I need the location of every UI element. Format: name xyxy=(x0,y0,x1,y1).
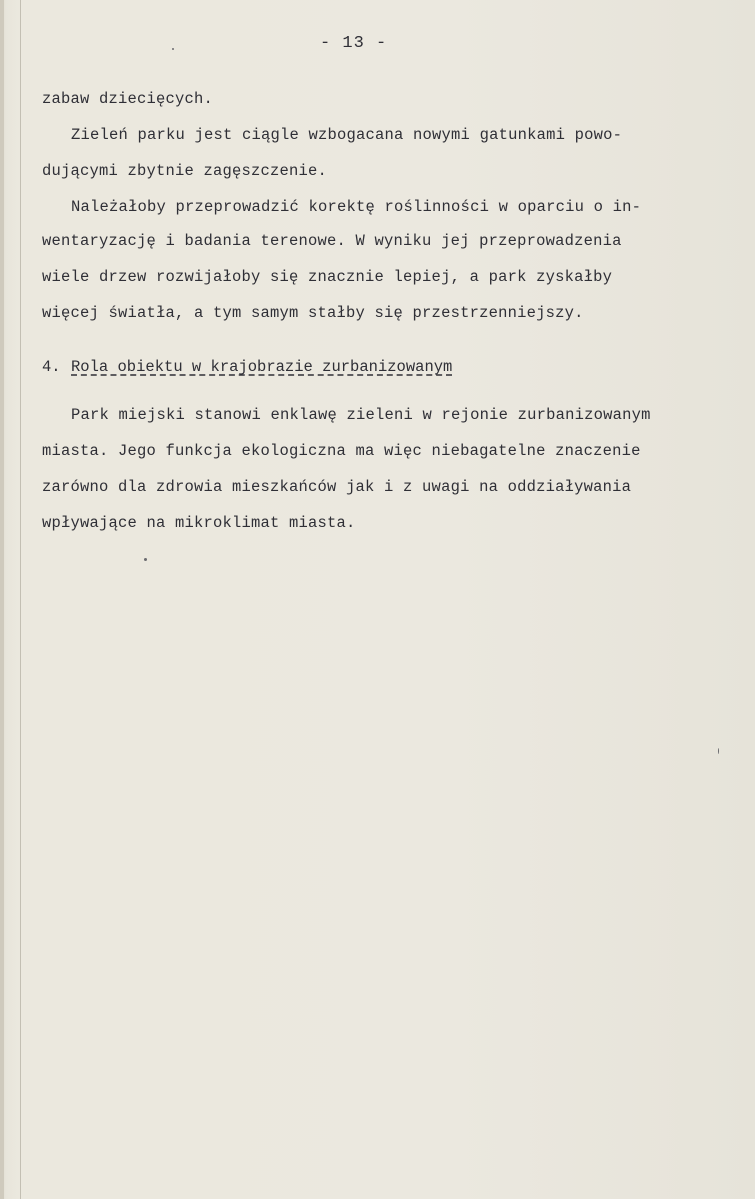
paragraph-line: dującymi zbytnie zagęszczenie. xyxy=(42,162,328,180)
paper-speck xyxy=(718,748,719,754)
page-left-edge xyxy=(0,0,4,1199)
paragraph-line: wiele drzew rozwijałoby się znacznie lepiej, a park zyskałby xyxy=(42,268,613,286)
section-number: 4. xyxy=(42,358,61,376)
paragraph-line: zabaw dziecięcych. xyxy=(42,90,214,108)
paragraph-line: Należałoby przeprowadzić korektę roślinności w oparciu o in- xyxy=(71,198,642,216)
paragraph-line: Park miejski stanowi enklawę zieleni w rejonie zurbanizowanym xyxy=(71,406,651,424)
paper-speck xyxy=(144,558,147,561)
paragraph-line: wpływające na mikroklimat miasta. xyxy=(42,514,356,532)
section-heading: Rola obiektu w krajobrazie zurbanizowanym xyxy=(71,358,453,376)
paragraph-line: Zieleń parku jest ciągle wzbogacana nowymi gatunkami powo- xyxy=(71,126,623,144)
paragraph-line: zarówno dla zdrowia mieszkańców jak i z uwagi na oddziaływania xyxy=(42,478,632,496)
paragraph-line: wentaryzację i badania terenowe. W wyniku jej przeprowadzenia xyxy=(42,232,622,250)
page-number: - 13 - xyxy=(320,34,388,53)
paper-speck xyxy=(172,48,174,50)
binding-margin-line xyxy=(20,0,21,1199)
paragraph-line: więcej światła, a tym samym stałby się przestrzenniejszy. xyxy=(42,304,584,322)
paragraph-line: miasta. Jego funkcja ekologiczna ma więc niebagatelne znaczenie xyxy=(42,442,641,460)
